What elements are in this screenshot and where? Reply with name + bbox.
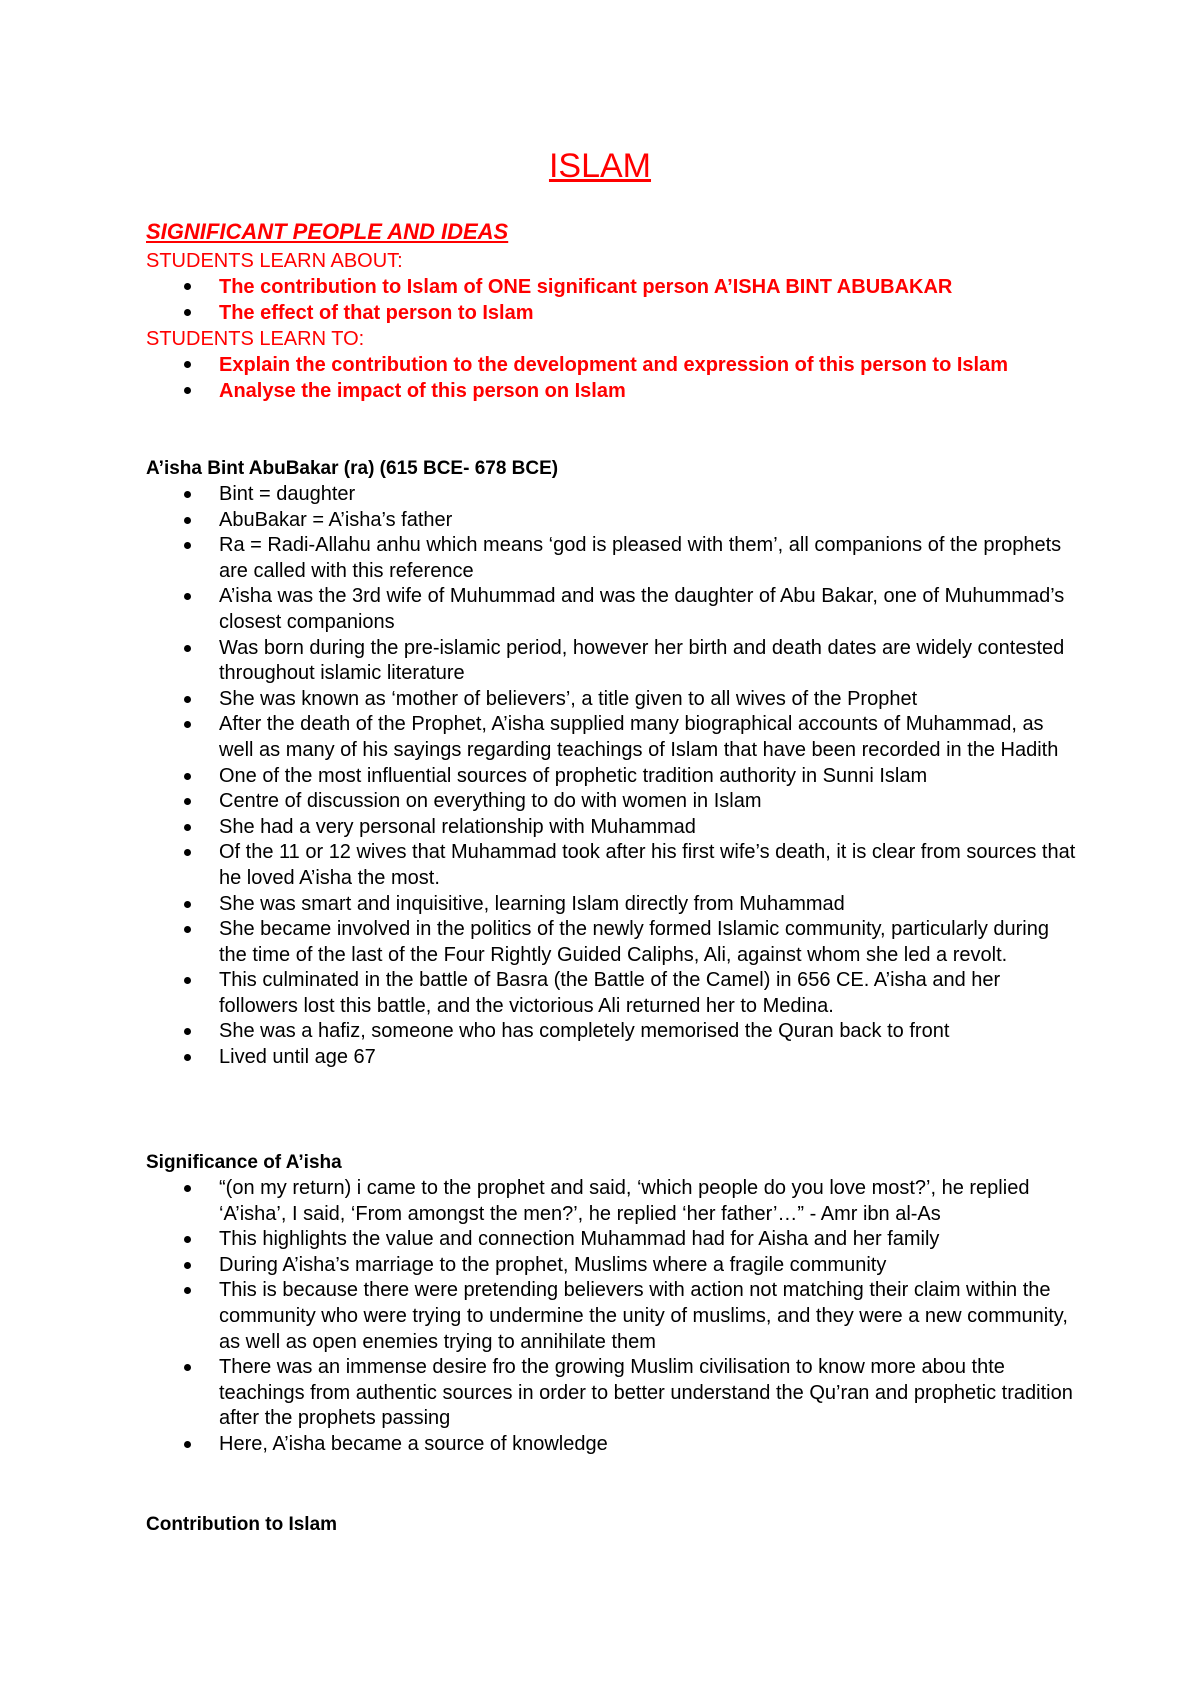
bullet-icon <box>184 517 191 524</box>
bullet-icon <box>184 361 191 368</box>
bullet-icon <box>184 773 191 780</box>
list-item: Here, A’isha became a source of knowledge <box>146 1432 1076 1458</box>
list-item: She became involved in the politics of the newly formed Islamic community, particularly during the time of the last of the Four Rightly Guided Caliphs, Ali, against whom she led a revolt. <box>146 917 1076 968</box>
list-item: She had a very personal relationship with Muhammad <box>146 815 1076 841</box>
list-item: AbuBakar = A’isha’s father <box>146 508 1076 534</box>
list-item: During A’isha’s marriage to the prophet, Muslims where a fragile community <box>146 1253 1076 1279</box>
learn-about-list <box>146 274 1076 326</box>
list-item: The contribution to Islam of ONE significant person A’ISHA BINT ABUBAKAR <box>146 274 1076 300</box>
document-title: ISLAM <box>548 147 652 185</box>
bullet-icon <box>184 1262 191 1269</box>
bullet-icon <box>184 387 191 394</box>
bullet-icon <box>184 721 191 728</box>
bullet-icon <box>184 309 191 316</box>
list-item: She was a hafiz, someone who has completely memorised the Quran back to front <box>146 1019 1076 1045</box>
list-item: There was an immense desire fro the growing Muslim civilisation to know more abou thte teachings from authentic sources in order to better understand the Qu’ran and prophetic tradition after the prophets passing <box>146 1355 1076 1432</box>
bullet-icon <box>184 1185 191 1192</box>
bullet-icon <box>184 977 191 984</box>
section-aisha <box>146 456 1076 1071</box>
bullet-icon <box>184 1236 191 1243</box>
bullet-icon <box>184 1441 191 1448</box>
list-item: Lived until age 67 <box>146 1045 1076 1071</box>
section-list <box>146 482 1076 1071</box>
bullet-icon <box>184 283 191 290</box>
bullet-icon <box>184 849 191 856</box>
list-item: This highlights the value and connection Muhammad had for Aisha and her family <box>146 1227 1076 1253</box>
syllabus-block <box>146 216 1076 404</box>
section-heading: Contribution to Islam <box>146 1514 338 1535</box>
bullet-icon <box>184 1287 191 1294</box>
bullet-icon <box>184 542 191 549</box>
section-significance <box>146 1150 1076 1458</box>
bullet-icon <box>184 1028 191 1035</box>
list-item: Ra = Radi-Allahu anhu which means ‘god is pleased with them’, all companions of the prophets are called with this reference <box>146 533 1076 584</box>
learn-about-heading: STUDENTS LEARN ABOUT: <box>146 250 403 272</box>
section-contribution <box>146 1512 1076 1538</box>
bullet-icon <box>184 491 191 498</box>
bullet-icon <box>184 696 191 703</box>
list-item: Of the 11 or 12 wives that Muhammad took after his first wife’s death, it is clear from sources that he loved A’isha the most. <box>146 840 1076 891</box>
list-item: The effect of that person to Islam <box>146 300 1076 326</box>
list-item: A’isha was the 3rd wife of Muhummad and was the daughter of Abu Bakar, one of Muhummad’s closest companions <box>146 584 1076 635</box>
bullet-icon <box>184 1054 191 1061</box>
list-item: Explain the contribution to the development and expression of this person to Islam <box>146 352 1076 378</box>
list-item: “(on my return) i came to the prophet and said, ‘which people do you love most?’, he replied ‘A’isha’, I said, ‘From amongst the men?’, he replied ‘her father’…” - Amr ibn al-As <box>146 1176 1076 1227</box>
bullet-icon <box>184 593 191 600</box>
bullet-icon <box>184 1364 191 1371</box>
list-item: She was smart and inquisitive, learning Islam directly from Muhammad <box>146 892 1076 918</box>
list-item: Was born during the pre-islamic period, however her birth and death dates are widely contested throughout islamic literature <box>146 636 1076 687</box>
bullet-icon <box>184 824 191 831</box>
list-item: She was known as ‘mother of believers’, a title given to all wives of the Prophet <box>146 687 1076 713</box>
section-heading: Significance of A’isha <box>146 1152 342 1173</box>
syllabus-subtitle: SIGNIFICANT PEOPLE AND IDEAS <box>146 219 509 244</box>
list-item: This culminated in the battle of Basra (the Battle of the Camel) in 656 CE. A’isha and her followers lost this battle, and the victorious Ali returned her to Medina. <box>146 968 1076 1019</box>
section-list <box>146 1176 1076 1458</box>
list-item: This is because there were pretending believers with action not matching their claim within the community who were trying to undermine the unity of muslims, and they were a new community, as well as open enemies trying to annihilate them <box>146 1278 1076 1355</box>
learn-to-heading: STUDENTS LEARN TO: <box>146 328 365 350</box>
list-item: Bint = daughter <box>146 482 1076 508</box>
bullet-icon <box>184 926 191 933</box>
list-item: One of the most influential sources of prophetic tradition authority in Sunni Islam <box>146 764 1076 790</box>
bullet-icon <box>184 645 191 652</box>
learn-to-list <box>146 352 1076 404</box>
list-item: Centre of discussion on everything to do with women in Islam <box>146 789 1076 815</box>
bullet-icon <box>184 798 191 805</box>
section-heading: A’isha Bint AbuBakar (ra) (615 BCE- 678 BCE) <box>146 458 559 479</box>
list-item: After the death of the Prophet, A’isha supplied many biographical accounts of Muhammad, as well as many of his sayings regarding teachings of Islam that have been recorded in the Hadith <box>146 712 1076 763</box>
bullet-icon <box>184 901 191 908</box>
list-item: Analyse the impact of this person on Islam <box>146 378 1076 404</box>
